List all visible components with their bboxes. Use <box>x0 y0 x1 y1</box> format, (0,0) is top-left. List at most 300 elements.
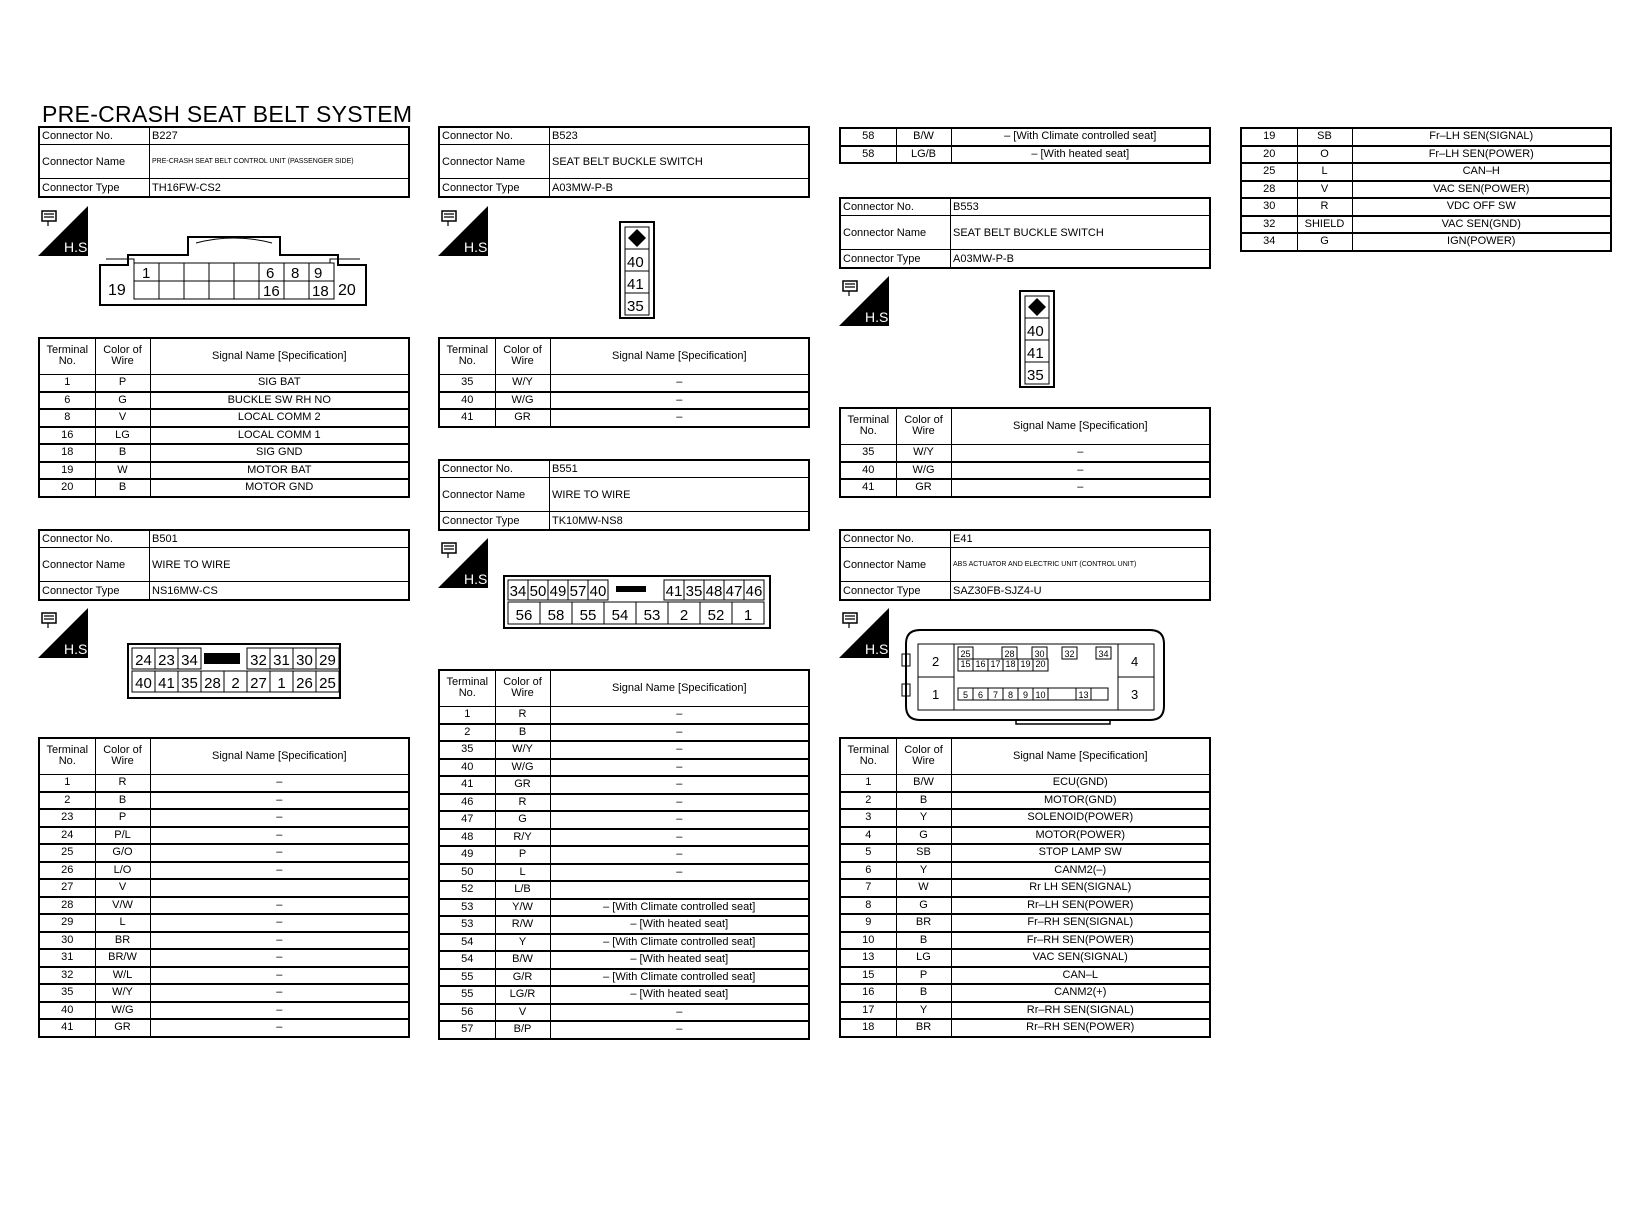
terminal-cell: 2 <box>439 724 495 742</box>
connector-key <box>204 653 240 664</box>
table-row <box>39 967 409 985</box>
hs-icon <box>438 538 492 588</box>
page-title: PRE-CRASH SEAT BELT SYSTEM <box>42 101 413 127</box>
table-row <box>39 462 409 480</box>
signal-cell: – [With Climate controlled seat] <box>550 899 809 917</box>
color-cell: B <box>896 932 951 950</box>
table-row <box>439 811 809 829</box>
signal-cell: CAN–H <box>1352 163 1611 181</box>
connector-no-label: Connector No. <box>841 199 951 215</box>
pin-40: 40 <box>627 254 644 271</box>
hs-icon <box>38 608 92 658</box>
table-row <box>840 444 1210 462</box>
pin-25: 25 <box>960 649 971 659</box>
pin-24: 24 <box>135 652 152 669</box>
connector-name-label: Connector Name <box>40 548 150 581</box>
connector-no-value: B227 <box>152 130 178 142</box>
signal-cell: Fr–RH SEN(POWER) <box>951 932 1210 950</box>
color-cell: G <box>896 897 951 915</box>
signal-header: Signal Name [Specification] <box>150 738 409 774</box>
color-cell: G/O <box>95 844 150 862</box>
table-row <box>1241 146 1611 164</box>
color-cell: G/R <box>495 969 550 987</box>
terminal-cell: 2 <box>39 792 95 810</box>
signal-cell: – <box>550 794 809 812</box>
terminal-cell: 20 <box>39 479 95 497</box>
table-row <box>840 146 1210 164</box>
terminal-cell: 41 <box>439 409 495 427</box>
color-cell: W <box>95 462 150 480</box>
signal-cell: Rr–RH SEN(POWER) <box>951 1019 1210 1037</box>
connector-b551-table <box>438 669 810 1040</box>
pin-13: 13 <box>1078 690 1089 700</box>
pin-34: 34 <box>509 583 527 600</box>
pin-56: 56 <box>515 607 533 624</box>
terminal-cell: 40 <box>840 462 896 480</box>
color-header: Color of Wire <box>95 738 150 774</box>
color-cell: LG/R <box>495 986 550 1004</box>
table-row <box>39 374 409 392</box>
pin-54: 54 <box>611 607 629 624</box>
pin-50: 50 <box>529 583 547 600</box>
pin-52: 52 <box>707 607 725 624</box>
connector-name-value: ABS ACTUATOR AND ELECTRIC UNIT (CONTROL UNIT) <box>953 561 1137 568</box>
terminal-cell: 8 <box>39 409 95 427</box>
signal-cell: – <box>550 409 809 427</box>
color-cell: B/P <box>495 1021 550 1039</box>
signal-cell: VAC SEN(POWER) <box>1352 181 1611 199</box>
table-row <box>39 897 409 915</box>
table-row <box>439 846 809 864</box>
signal-cell: – <box>150 897 409 915</box>
color-cell: R/Y <box>495 829 550 847</box>
connector-no-value: B501 <box>152 533 178 545</box>
signal-cell: CANM2(+) <box>951 984 1210 1002</box>
pin-27: 27 <box>250 675 267 692</box>
color-cell: L/O <box>95 862 150 880</box>
table-row <box>39 844 409 862</box>
pin-30: 30 <box>1034 649 1045 659</box>
pin-9: 9 <box>1022 690 1029 700</box>
signal-cell: – <box>550 811 809 829</box>
pin-23: 23 <box>158 652 175 669</box>
pin-29: 29 <box>319 652 336 669</box>
hs-label: H.S. <box>865 641 893 657</box>
table-row <box>439 706 809 724</box>
table-row <box>39 409 409 427</box>
signal-cell: – <box>150 809 409 827</box>
terminal-cell: 9 <box>840 914 896 932</box>
table-row <box>439 1004 809 1022</box>
terminal-cell: 31 <box>39 949 95 967</box>
terminal-cell: 24 <box>39 827 95 845</box>
color-cell: Y/W <box>495 899 550 917</box>
terminal-cell: 58 <box>840 146 896 164</box>
hs-icon <box>38 206 92 256</box>
color-cell: B <box>95 479 150 497</box>
connector-e41-diagram <box>900 624 1170 726</box>
color-cell: P <box>896 967 951 985</box>
terminal-cell: 1 <box>840 774 896 792</box>
pin-41: 41 <box>665 583 683 600</box>
connector-b551-diagram <box>502 574 774 632</box>
table-row <box>439 794 809 812</box>
signal-cell: – <box>150 1002 409 1020</box>
pin-6: 6 <box>266 265 275 282</box>
signal-cell: VAC SEN(GND) <box>1352 216 1611 234</box>
terminal-cell: 25 <box>39 844 95 862</box>
hs-icon <box>839 276 893 326</box>
pin-15: 15 <box>960 659 971 669</box>
terminal-cell: 35 <box>840 444 896 462</box>
table-row <box>439 829 809 847</box>
color-cell: G <box>1297 233 1352 251</box>
signal-cell: VDC OFF SW <box>1352 198 1611 216</box>
hs-label: H.S. <box>865 309 893 325</box>
table-row <box>840 984 1210 1002</box>
color-cell: L/B <box>495 881 550 899</box>
terminal-cell: 20 <box>1241 146 1297 164</box>
connector-b551-header <box>438 459 810 531</box>
connector-type-value: SAZ30FB-SJZ4-U <box>953 584 1042 597</box>
terminal-cell: 1 <box>39 374 95 392</box>
pin-34: 34 <box>181 652 198 669</box>
pin-55: 55 <box>579 607 597 624</box>
color-cell: BR <box>896 1019 951 1037</box>
terminal-cell: 40 <box>439 392 495 410</box>
connector-b227-table <box>38 337 410 498</box>
color-cell: V <box>95 879 150 897</box>
signal-cell: – <box>150 844 409 862</box>
connector-type-label: Connector Type <box>440 179 550 196</box>
hs-label: H.S. <box>464 571 492 587</box>
signal-cell: – <box>550 846 809 864</box>
signal-cell: Rr–LH SEN(POWER) <box>951 897 1210 915</box>
connector-name-label: Connector Name <box>440 145 550 178</box>
connector-b501-header <box>38 529 410 601</box>
terminal-cell: 7 <box>840 879 896 897</box>
pin-16: 16 <box>263 283 280 300</box>
pin-2: 2 <box>932 654 940 669</box>
pin-28: 28 <box>204 675 221 692</box>
terminal-cell: 46 <box>439 794 495 812</box>
color-cell: LG <box>95 427 150 445</box>
terminal-cell: 1 <box>439 706 495 724</box>
table-row <box>39 879 409 897</box>
pin-3: 3 <box>1131 687 1139 702</box>
table-row <box>1241 163 1611 181</box>
signal-cell: Rr–RH SEN(SIGNAL) <box>951 1002 1210 1020</box>
pin-1: 1 <box>932 687 940 702</box>
terminal-cell: 18 <box>39 444 95 462</box>
color-cell: P <box>95 809 150 827</box>
color-cell: L <box>495 864 550 882</box>
color-cell: P <box>95 374 150 392</box>
pin-53: 53 <box>643 607 661 624</box>
color-cell: Y <box>896 1002 951 1020</box>
signal-cell: – <box>550 864 809 882</box>
table-row <box>39 862 409 880</box>
color-cell: SB <box>896 844 951 862</box>
terminal-cell: 55 <box>439 986 495 1004</box>
signal-cell: CANM2(–) <box>951 862 1210 880</box>
signal-header: Signal Name [Specification] <box>550 670 809 706</box>
pin-41: 41 <box>1027 345 1044 362</box>
signal-cell: ECU(GND) <box>951 774 1210 792</box>
table-row <box>39 427 409 445</box>
terminal-cell: 40 <box>439 759 495 777</box>
color-header: Color of Wire <box>896 408 951 444</box>
connector-name-value: SEAT BELT BUCKLE SWITCH <box>953 226 1104 239</box>
signal-cell: VAC SEN(SIGNAL) <box>951 949 1210 967</box>
terminal-cell: 30 <box>39 932 95 950</box>
terminal-cell: 27 <box>39 879 95 897</box>
signal-cell: – <box>550 829 809 847</box>
terminal-cell: 16 <box>39 427 95 445</box>
table-row <box>1241 198 1611 216</box>
signal-cell <box>550 881 809 899</box>
color-cell: W/Y <box>95 984 150 1002</box>
terminal-cell: 35 <box>39 984 95 1002</box>
pin-19: 19 <box>1020 659 1031 669</box>
table-row <box>39 479 409 497</box>
pin-25: 25 <box>319 675 336 692</box>
pin-35: 35 <box>627 298 644 315</box>
hs-label: H.S. <box>464 239 492 255</box>
signal-cell: – <box>150 862 409 880</box>
pin-20: 20 <box>338 282 356 299</box>
connector-b551-table-cont <box>839 127 1211 164</box>
color-header: Color of Wire <box>495 338 550 374</box>
signal-cell: – <box>550 392 809 410</box>
connector-name-label: Connector Name <box>440 478 550 511</box>
pin-32: 32 <box>1064 649 1075 659</box>
signal-cell: – [With heated seat] <box>550 986 809 1004</box>
color-cell: L <box>1297 163 1352 181</box>
signal-cell: – <box>550 776 809 794</box>
table-row <box>840 128 1210 146</box>
signal-cell: – <box>550 706 809 724</box>
pin-40: 40 <box>1027 323 1044 340</box>
pin-47: 47 <box>725 583 743 600</box>
connector-name-label: Connector Name <box>841 548 951 581</box>
color-cell: W/G <box>495 392 550 410</box>
terminal-cell: 41 <box>39 1019 95 1037</box>
color-cell: W/G <box>95 1002 150 1020</box>
pin-18: 18 <box>312 283 329 300</box>
table-row <box>840 862 1210 880</box>
table-row <box>840 949 1210 967</box>
signal-cell: – <box>150 932 409 950</box>
signal-cell: MOTOR(POWER) <box>951 827 1210 845</box>
terminal-cell: 29 <box>39 914 95 932</box>
connector-type-value: TH16FW-CS2 <box>152 181 221 194</box>
color-cell: SHIELD <box>1297 216 1352 234</box>
table-row <box>840 932 1210 950</box>
terminal-cell: 28 <box>39 897 95 915</box>
color-cell: W/G <box>896 462 951 480</box>
table-row <box>439 374 809 392</box>
terminal-no-header: Terminal No. <box>840 738 896 774</box>
signal-cell: – <box>150 967 409 985</box>
connector-key <box>616 586 646 592</box>
terminal-cell: 35 <box>439 374 495 392</box>
color-cell: BR <box>896 914 951 932</box>
table-row <box>39 914 409 932</box>
hs-icon <box>438 206 492 256</box>
color-cell: G <box>95 392 150 410</box>
connector-no-label: Connector No. <box>440 128 550 144</box>
table-row <box>1241 233 1611 251</box>
color-cell: W/L <box>95 967 150 985</box>
connector-type-value: NS16MW-CS <box>152 584 218 597</box>
table-row <box>39 444 409 462</box>
signal-cell: – <box>550 1021 809 1039</box>
connector-b523-header <box>438 126 810 198</box>
pin-48: 48 <box>705 583 723 600</box>
terminal-cell: 48 <box>439 829 495 847</box>
terminal-no-header: Terminal No. <box>39 738 95 774</box>
signal-cell: SIG BAT <box>150 374 409 392</box>
hs-label: H.S. <box>64 641 92 657</box>
terminal-cell: 52 <box>439 881 495 899</box>
signal-cell: – <box>150 984 409 1002</box>
color-cell: P <box>495 846 550 864</box>
color-cell: B <box>95 444 150 462</box>
pin-35: 35 <box>685 583 703 600</box>
pin-57: 57 <box>569 583 587 600</box>
table-row <box>39 809 409 827</box>
color-cell: R <box>495 794 550 812</box>
table-row <box>1241 181 1611 199</box>
terminal-cell: 25 <box>1241 163 1297 181</box>
connector-name-value: WIRE TO WIRE <box>152 558 231 571</box>
table-row <box>39 392 409 410</box>
terminal-cell: 56 <box>439 1004 495 1022</box>
pin-41: 41 <box>627 276 644 293</box>
terminal-no-header: Terminal No. <box>840 408 896 444</box>
table-row <box>840 1002 1210 1020</box>
color-cell: Y <box>896 809 951 827</box>
connector-type-label: Connector Type <box>841 582 951 599</box>
pin-30: 30 <box>296 652 313 669</box>
connector-type-label: Connector Type <box>841 250 951 267</box>
terminal-cell: 55 <box>439 969 495 987</box>
connector-type-value: TK10MW-NS8 <box>552 514 623 527</box>
color-cell: V <box>495 1004 550 1022</box>
table-row <box>439 864 809 882</box>
pin-18: 18 <box>1005 659 1016 669</box>
signal-cell: – <box>150 792 409 810</box>
terminal-cell: 54 <box>439 934 495 952</box>
pin-16: 16 <box>975 659 986 669</box>
connector-type-value: A03MW-P-B <box>953 252 1014 265</box>
terminal-cell: 23 <box>39 809 95 827</box>
table-row <box>1241 128 1611 146</box>
terminal-cell: 47 <box>439 811 495 829</box>
color-cell: B <box>95 792 150 810</box>
pin-28: 28 <box>1004 649 1015 659</box>
color-cell: W <box>896 879 951 897</box>
connector-name-label: Connector Name <box>40 145 150 178</box>
pin-2: 2 <box>231 675 240 692</box>
color-cell: SB <box>1297 128 1352 146</box>
connector-e41-header <box>839 529 1211 601</box>
color-cell: Y <box>495 934 550 952</box>
table-row <box>840 774 1210 792</box>
signal-cell: – <box>951 444 1210 462</box>
pin-1: 1 <box>743 607 753 624</box>
color-cell: G <box>896 827 951 845</box>
table-row <box>39 1019 409 1037</box>
table-row <box>840 914 1210 932</box>
pin-8: 8 <box>1007 690 1014 700</box>
terminal-cell: 2 <box>840 792 896 810</box>
pin-26: 26 <box>296 675 313 692</box>
connector-b227-header <box>38 126 410 198</box>
terminal-cell: 32 <box>1241 216 1297 234</box>
signal-cell: – <box>550 374 809 392</box>
connector-e41-table-cont <box>1240 127 1612 252</box>
connector-b553-header <box>839 197 1211 269</box>
terminal-cell: 54 <box>439 951 495 969</box>
color-cell: R <box>495 706 550 724</box>
signal-cell: – <box>951 462 1210 480</box>
table-row <box>840 462 1210 480</box>
signal-cell: – <box>150 774 409 792</box>
color-cell: BR/W <box>95 949 150 967</box>
table-row <box>840 967 1210 985</box>
connector-b501-table <box>38 737 410 1038</box>
connector-name-value: WIRE TO WIRE <box>552 488 631 501</box>
hs-label: H.S. <box>64 239 92 255</box>
connector-type-label: Connector Type <box>40 582 150 599</box>
table-row <box>840 879 1210 897</box>
pin-46: 46 <box>745 583 763 600</box>
connector-no-label: Connector No. <box>440 461 550 477</box>
signal-cell: BUCKLE SW RH NO <box>150 392 409 410</box>
terminal-cell: 53 <box>439 916 495 934</box>
pin-49: 49 <box>549 583 567 600</box>
color-cell: V <box>95 409 150 427</box>
terminal-cell: 50 <box>439 864 495 882</box>
table-row <box>39 1002 409 1020</box>
color-cell: GR <box>495 776 550 794</box>
terminal-cell: 26 <box>39 862 95 880</box>
signal-cell: IGN(POWER) <box>1352 233 1611 251</box>
table-row <box>439 899 809 917</box>
connector-no-value: B523 <box>552 130 578 142</box>
terminal-cell: 15 <box>840 967 896 985</box>
signal-cell: – <box>150 949 409 967</box>
pin-35: 35 <box>181 675 198 692</box>
pin-6: 6 <box>977 690 984 700</box>
terminal-cell: 10 <box>840 932 896 950</box>
pin-10: 10 <box>1035 690 1046 700</box>
table-row <box>840 844 1210 862</box>
table-row <box>439 741 809 759</box>
terminal-cell: 4 <box>840 827 896 845</box>
terminal-cell: 5 <box>840 844 896 862</box>
terminal-cell: 18 <box>840 1019 896 1037</box>
table-row <box>39 792 409 810</box>
signal-header: Signal Name [Specification] <box>951 738 1210 774</box>
signal-cell: – <box>550 724 809 742</box>
signal-cell: – <box>150 1019 409 1037</box>
terminal-cell: 32 <box>39 967 95 985</box>
signal-cell: – <box>550 741 809 759</box>
table-row <box>840 479 1210 497</box>
